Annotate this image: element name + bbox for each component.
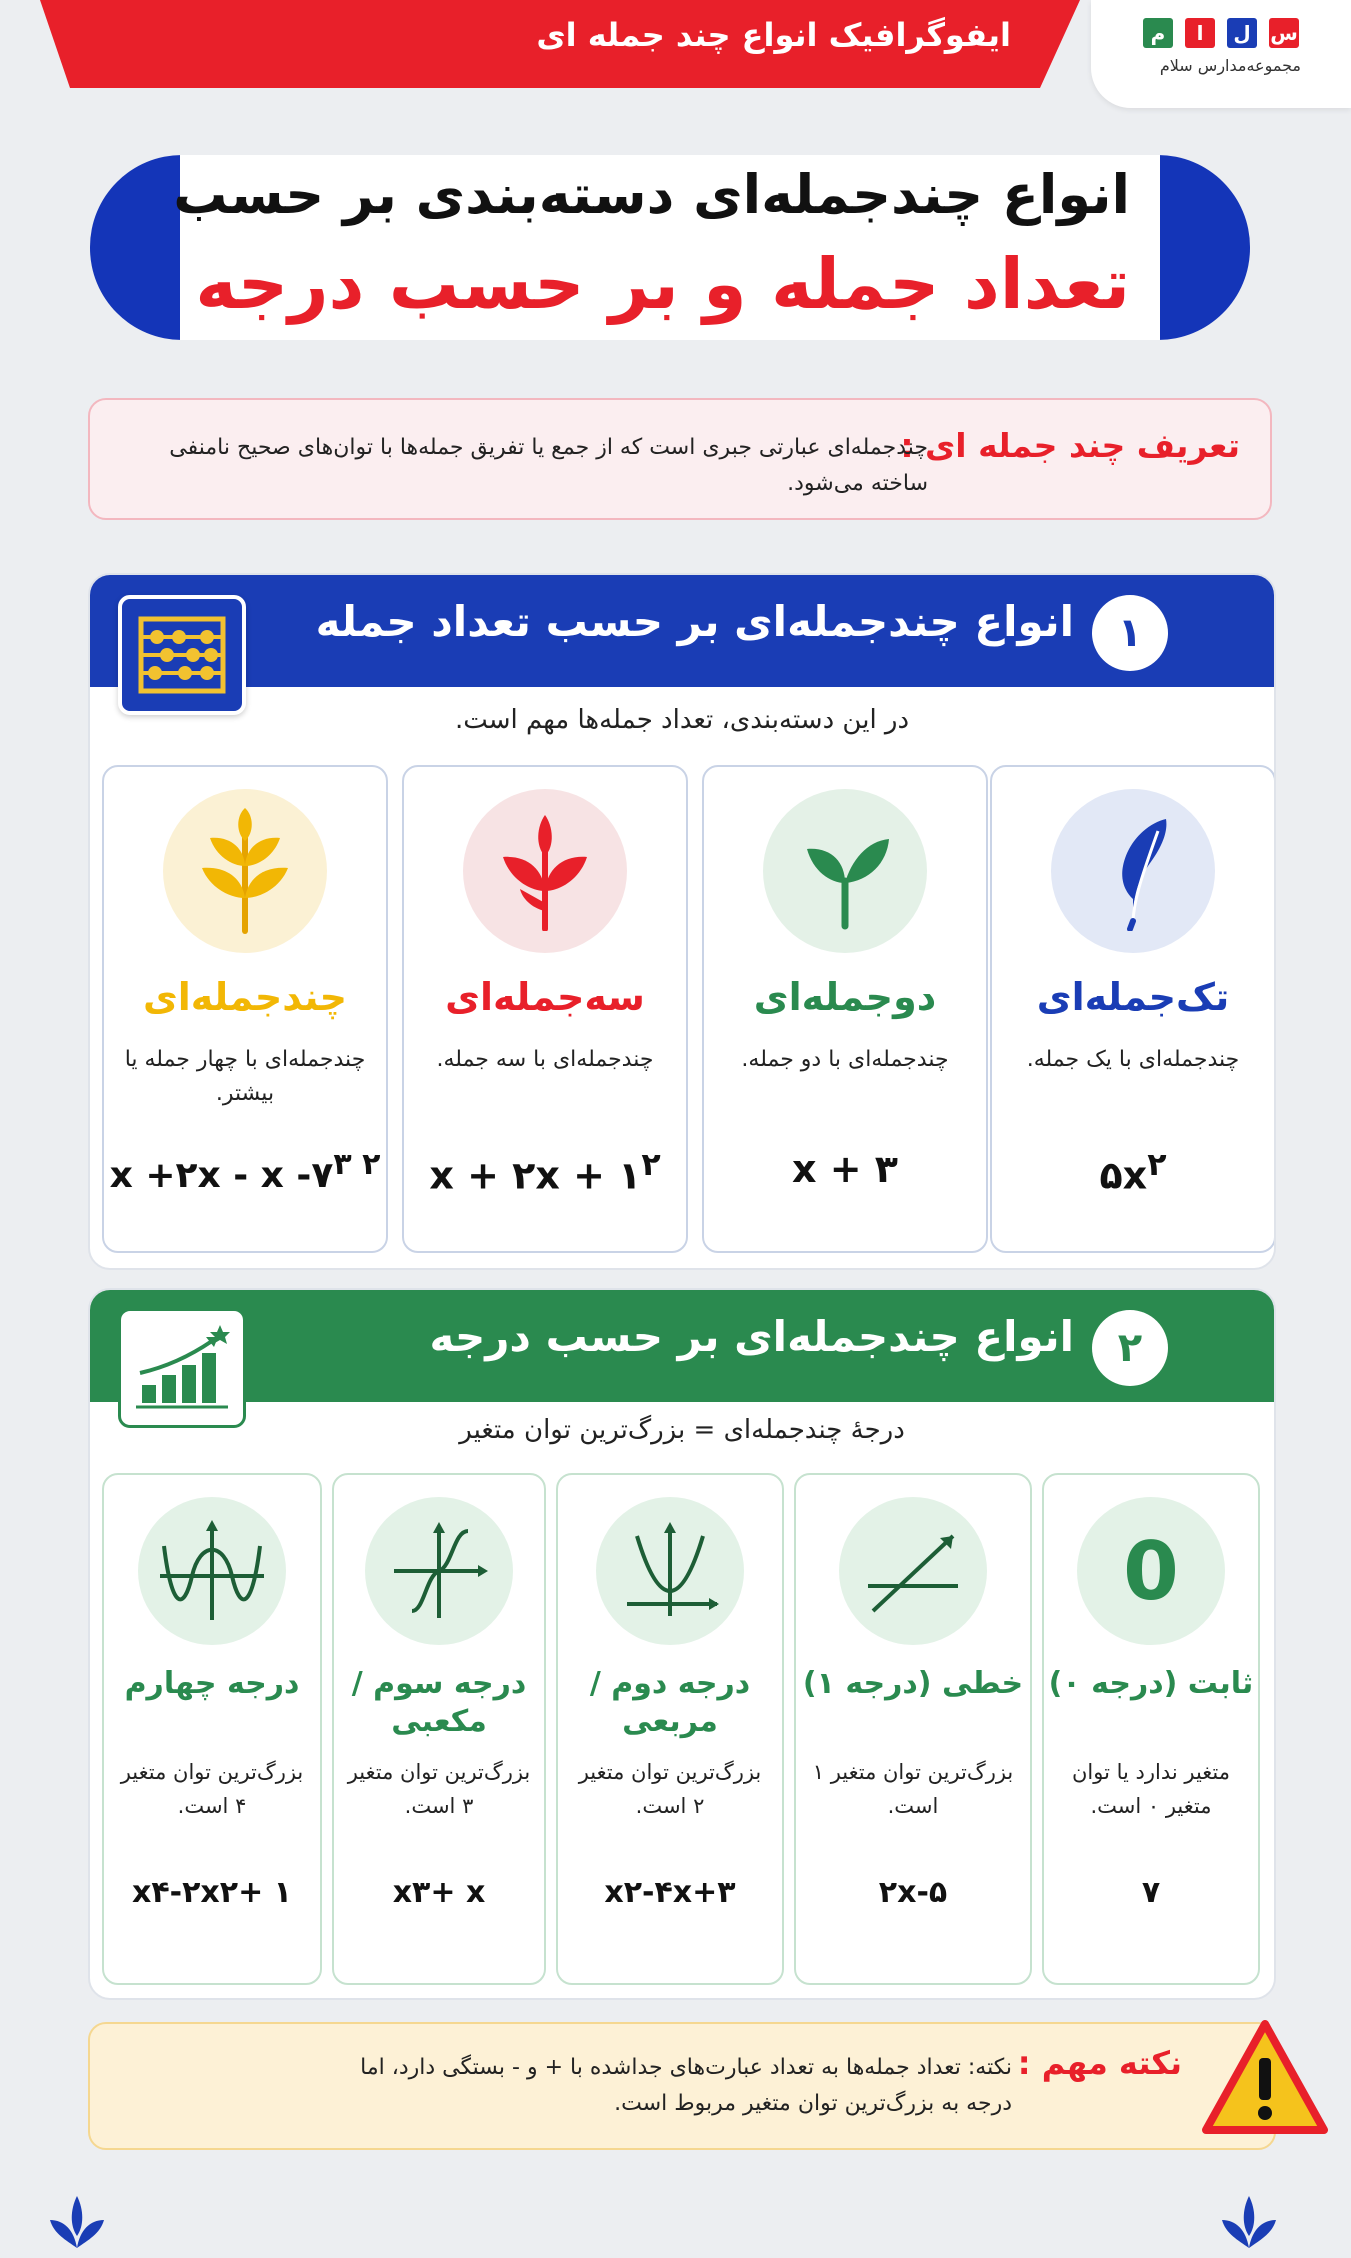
card-name: دوجمله‌ای xyxy=(753,975,937,1019)
single-leaf-icon xyxy=(1051,789,1215,953)
card-name: سه‌جمله‌ای xyxy=(445,975,645,1019)
card-description: چندجمله‌ای با سه جمله. xyxy=(436,1047,654,1072)
leaf-logo-icon xyxy=(1218,2190,1280,2252)
card-description: بزرگ‌ترین توان متغیر ۲ است. xyxy=(578,1760,762,1818)
two-leaves-icon xyxy=(763,789,927,953)
leaf-logo-icon xyxy=(46,2190,108,2252)
parabola-icon xyxy=(596,1497,744,1645)
definition-box xyxy=(88,398,1272,520)
zero-icon-glyph: 0 xyxy=(1123,1524,1179,1618)
note-label: نکته مهم : xyxy=(1017,2044,1182,2082)
formula-exponent: ۲ xyxy=(641,1147,661,1183)
section-2-number: ۲ xyxy=(1092,1310,1168,1386)
card-name: درجه سوم / مکعبی xyxy=(351,1666,527,1739)
card-name: درجه دوم / مربعی xyxy=(589,1666,751,1739)
card-name: تک‌جمله‌ای xyxy=(1036,975,1230,1019)
logo-letter: ل xyxy=(1227,18,1257,48)
definition-text: چندجمله‌ای عبارتی جبری است که از جمع یا تفریق جمله‌ها با توان‌های صحیح نامنفی ساخته می‌شود. xyxy=(169,435,928,496)
card-cubic xyxy=(332,1473,546,1985)
logo-letter: س xyxy=(1269,18,1299,48)
card-constant xyxy=(1042,1473,1260,1985)
card-description: بزرگ‌ترین توان متغیر ۳ است. xyxy=(347,1760,531,1818)
card-formula: x۲-۴x+۳ xyxy=(604,1875,736,1910)
three-leaves-icon xyxy=(463,789,627,953)
card-name: درجه چهارم xyxy=(124,1666,300,1701)
section-2-subtitle: درجهٔ چندجمله‌ای = بزرگ‌ترین توان متغیر xyxy=(459,1415,905,1445)
card-formula xyxy=(104,1147,386,1196)
card-formula xyxy=(404,1147,686,1198)
note-text: نکته: تعداد جمله‌ها به تعداد عبارت‌های جداشده با + و - بستگی دارد، اما درجه به بزرگ‌ترین توان متغیر مربوط است. xyxy=(360,2055,1012,2116)
section-1-number: ۱ xyxy=(1092,595,1168,671)
card-description: چندجمله‌ای با یک جمله. xyxy=(1026,1047,1240,1072)
card-name: خطی (درجه ۱) xyxy=(802,1666,1024,1701)
card-monomial xyxy=(990,765,1276,1253)
card-polynomial xyxy=(102,765,388,1253)
warning-icon xyxy=(1200,2018,1330,2138)
section-1-header xyxy=(90,575,1274,687)
card-description: بزرگ‌ترین توان متغیر ۱ است. xyxy=(812,1760,1014,1818)
title-line-2: تعداد جمله و بر حسب درجه xyxy=(195,243,1130,325)
zero-icon xyxy=(1077,1497,1225,1645)
title-line-1: انواع چندجمله‌ای دسته‌بندی بر حسب xyxy=(173,163,1130,226)
section-2-header xyxy=(90,1290,1274,1402)
card-quadratic xyxy=(556,1473,784,1985)
card-description: چندجمله‌ای با چهار جمله یا بیشتر. xyxy=(124,1047,366,1106)
card-formula xyxy=(992,1147,1274,1198)
line-graph-icon xyxy=(839,1497,987,1645)
section-1-subtitle: در این دسته‌بندی، تعداد جمله‌ها مهم است. xyxy=(454,705,910,735)
growth-chart-icon xyxy=(118,1308,246,1428)
section-by-degree xyxy=(88,1288,1276,2000)
card-description: چندجمله‌ای با دو جمله. xyxy=(741,1047,949,1072)
card-quartic xyxy=(102,1473,322,1985)
card-linear xyxy=(794,1473,1032,1985)
card-formula: x۴-۲x۲+ ۱ xyxy=(132,1875,292,1910)
section-2-title: انواع چندجمله‌ای بر حسب درجه xyxy=(429,1312,1074,1361)
logo-letter: ا xyxy=(1185,18,1215,48)
logo-letter: م xyxy=(1143,18,1173,48)
definition-label: تعریف چند جمله ای : xyxy=(900,426,1240,465)
card-description: بزرگ‌ترین توان متغیر ۴ است. xyxy=(120,1760,304,1818)
formula-main: x + ۲x + ۱ xyxy=(429,1153,642,1198)
card-binomial xyxy=(702,765,988,1253)
section-1-title: انواع چندجمله‌ای بر حسب تعداد جمله xyxy=(315,597,1074,646)
section-by-term-count xyxy=(88,573,1276,1270)
logo-subtitle: مجموعه‌مدارس سلام xyxy=(1159,56,1301,75)
many-leaves-icon xyxy=(163,789,327,953)
card-trinomial xyxy=(402,765,688,1253)
card-formula: ۲x-۵ xyxy=(878,1875,948,1910)
formula-main: x +۲x - x -۷ xyxy=(109,1155,334,1196)
card-formula: x۳+ x xyxy=(392,1875,486,1910)
banner-title: ایفوگرافیک انواع چند جمله ای xyxy=(536,16,1011,54)
abacus-icon xyxy=(118,595,246,715)
card-name: چندجمله‌ای xyxy=(142,975,348,1019)
formula-exponent: ۲ xyxy=(1147,1147,1167,1183)
main-title-block xyxy=(90,155,1250,340)
cubic-graph-icon xyxy=(365,1497,513,1645)
formula-main: x + ۳ xyxy=(791,1147,898,1191)
school-logo[interactable] xyxy=(1091,0,1351,108)
card-description: متغیر ندارد یا توان متغیر ۰ است. xyxy=(1071,1760,1231,1818)
logo-letters xyxy=(1143,18,1299,48)
important-note-box xyxy=(88,2022,1276,2150)
title-box xyxy=(173,155,1160,340)
formula-main: ۵x xyxy=(1099,1153,1148,1198)
formula-exponent: ۳ ۲ xyxy=(333,1147,381,1182)
card-name: ثابت (درجه ۰) xyxy=(1048,1666,1254,1701)
card-formula: ۷ xyxy=(1141,1875,1161,1910)
card-formula xyxy=(704,1147,986,1191)
quartic-graph-icon xyxy=(138,1497,286,1645)
